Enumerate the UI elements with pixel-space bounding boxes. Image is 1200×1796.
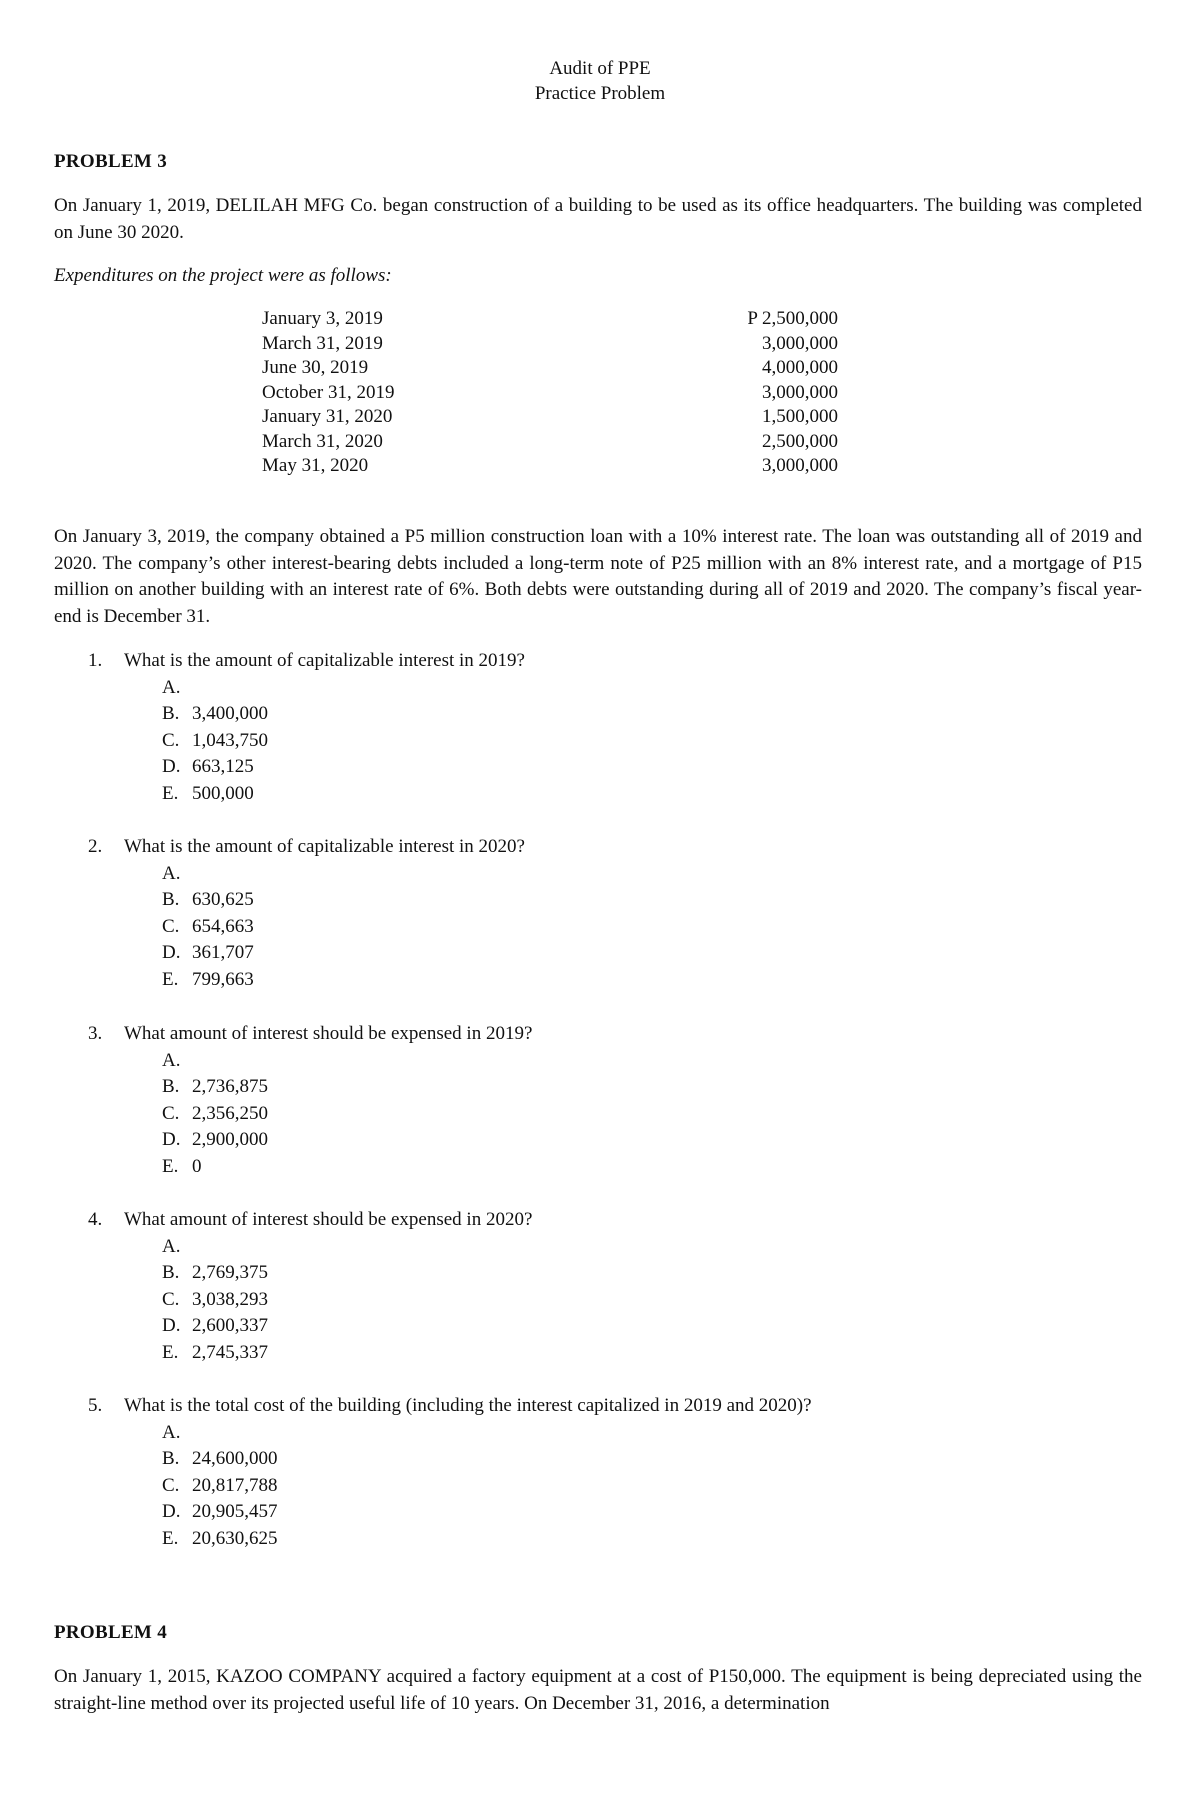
option-letter: E. [162, 968, 179, 990]
expenditure-row [262, 454, 838, 479]
expenditure-row [262, 332, 838, 357]
answer-option[interactable] [162, 1260, 532, 1287]
answer-option[interactable] [162, 754, 525, 781]
option-value: 1,043,750 [192, 729, 268, 751]
problem-4-intro: On January 1, 2015, KAZOO COMPANY acquired a factory equipment at a cost of P150,000. The equipment is being depreciated using the straight-line method over its projected useful life of 10 years. On December 31, 2016, a determination [54, 1666, 1142, 1714]
option-letter: C. [162, 729, 180, 751]
option-letter: D. [162, 1501, 181, 1522]
question-number: 3. [88, 1023, 103, 1044]
answer-option[interactable] [162, 781, 525, 808]
option-letter: E. [162, 1341, 179, 1363]
option-letter: B. [162, 703, 180, 724]
option-value: 20,630,625 [192, 1527, 278, 1549]
expenditure-amount: 1,500,000 [762, 406, 838, 427]
answer-option[interactable] [162, 1420, 812, 1447]
option-value: 2,900,000 [192, 1129, 268, 1150]
answer-option[interactable] [162, 1313, 532, 1340]
option-letter: B. [162, 1448, 180, 1469]
problem-4-title: PROBLEM 4 [54, 1622, 168, 1643]
answer-options [162, 1234, 532, 1367]
option-value: 663,125 [192, 756, 254, 777]
option-letter: C. [162, 1288, 180, 1310]
expenditures-table [262, 307, 838, 479]
question-number: 4. [88, 1209, 103, 1230]
question-text: What is the amount of capitalizable interest in 2019? [124, 650, 525, 671]
answer-options [162, 861, 525, 994]
expenditures-label: Expenditures on the project were as follows: [54, 265, 392, 286]
option-letter: D. [162, 1315, 181, 1336]
header-subtitle: Practice Problem [534, 83, 666, 104]
question-1 [88, 648, 525, 807]
option-letter: B. [162, 889, 180, 910]
expenditure-amount: 3,000,000 [762, 381, 838, 403]
expenditure-date: October 31, 2019 [262, 381, 395, 403]
option-value: 500,000 [192, 782, 254, 804]
option-value: 630,625 [192, 889, 254, 910]
answer-options [162, 675, 525, 808]
document-header [0, 56, 1200, 106]
option-value: 2,736,875 [192, 1076, 268, 1097]
option-letter: C. [162, 1474, 180, 1496]
answer-option[interactable] [162, 728, 525, 755]
answer-option[interactable] [162, 887, 525, 914]
question-2 [88, 834, 525, 993]
option-letter: B. [162, 1262, 180, 1283]
expenditure-date: March 31, 2019 [262, 332, 383, 354]
option-letter: E. [162, 1527, 179, 1549]
option-value: 799,663 [192, 968, 254, 990]
question-number: 2. [88, 836, 103, 857]
answer-option[interactable] [162, 1287, 532, 1314]
option-value: 654,663 [192, 915, 254, 937]
header-title: Audit of PPE [549, 58, 651, 79]
expenditure-date: January 3, 2019 [262, 308, 383, 329]
option-value: 20,817,788 [192, 1474, 278, 1496]
option-letter: C. [162, 1102, 180, 1124]
problem-3-title: PROBLEM 3 [54, 151, 168, 172]
answer-options [162, 1048, 532, 1181]
option-letter: D. [162, 942, 181, 963]
answer-option[interactable] [162, 1154, 532, 1181]
option-letter: A. [162, 676, 181, 698]
answer-option[interactable] [162, 701, 525, 728]
option-value: 361,707 [192, 942, 254, 963]
answer-options [162, 1420, 812, 1553]
expenditure-amount: 4,000,000 [762, 357, 838, 378]
answer-option[interactable] [162, 675, 525, 702]
option-letter: A. [162, 1049, 181, 1071]
question-text: What is the total cost of the building (including the interest capitalized in 2019 and 2020)? [124, 1395, 812, 1416]
option-letter: A. [162, 1235, 181, 1257]
option-letter: A. [162, 862, 181, 884]
question-4 [88, 1207, 532, 1366]
answer-option[interactable] [162, 1048, 532, 1075]
expenditure-amount: 3,000,000 [762, 455, 838, 476]
expenditure-date: May 31, 2020 [262, 455, 369, 476]
option-letter: A. [162, 1421, 181, 1443]
option-letter: C. [162, 915, 180, 937]
answer-option[interactable] [162, 1101, 532, 1128]
loan-paragraph: On January 3, 2019, the company obtained a P5 million construction loan with a 10% interest rate. The loan was outstanding all of 2019 and 2020. The company’s other interest-bearing debts included a long-term note of P25 million with an 8% interest rate, and a mortgage of P15 million on another building with an interest rate of 6%. Both debts were outstanding during all of 2019 and 2020. The company’s fiscal year-end is December 31. [54, 526, 1142, 627]
answer-option[interactable] [162, 1074, 532, 1101]
option-value: 3,038,293 [192, 1288, 268, 1310]
answer-option[interactable] [162, 967, 525, 994]
expenditure-date: January 31, 2020 [262, 406, 393, 427]
answer-option[interactable] [162, 940, 525, 967]
question-text: What amount of interest should be expensed in 2019? [124, 1023, 533, 1044]
question-number: 5. [88, 1395, 103, 1416]
answer-option[interactable] [162, 1127, 532, 1154]
expenditure-date: June 30, 2019 [262, 357, 369, 378]
expenditure-amount: 3,000,000 [762, 332, 838, 354]
answer-option[interactable] [162, 1446, 812, 1473]
question-3 [88, 1021, 532, 1180]
option-value: 2,600,337 [192, 1315, 268, 1336]
option-value: 2,356,250 [192, 1102, 268, 1124]
expenditure-row [262, 356, 838, 381]
question-text: What amount of interest should be expensed in 2020? [124, 1209, 533, 1230]
expenditure-amount: P 2,500,000 [747, 308, 838, 329]
expenditure-row [262, 405, 838, 430]
option-value: 0 [192, 1155, 202, 1177]
answer-option[interactable] [162, 1526, 812, 1553]
question-text: What is the amount of capitalizable interest in 2020? [124, 836, 525, 857]
option-value: 24,600,000 [192, 1448, 278, 1469]
option-letter: E. [162, 1155, 179, 1177]
question-number: 1. [88, 650, 103, 671]
option-letter: E. [162, 782, 179, 804]
expenditure-amount: 2,500,000 [762, 430, 838, 452]
option-value: 2,769,375 [192, 1262, 268, 1283]
answer-option[interactable] [162, 1234, 532, 1261]
answer-option[interactable] [162, 1473, 812, 1500]
expenditure-row [262, 430, 838, 455]
answer-option[interactable] [162, 914, 525, 941]
option-value: 20,905,457 [192, 1501, 278, 1522]
question-5 [88, 1393, 812, 1552]
problem-3-intro: On January 1, 2019, DELILAH MFG Co. began construction of a building to be used as its office headquarters. The building was completed on June 30 2020. [54, 195, 1142, 243]
option-letter: D. [162, 756, 181, 777]
answer-option[interactable] [162, 1340, 532, 1367]
answer-option[interactable] [162, 1499, 812, 1526]
expenditure-row [262, 307, 838, 332]
option-letter: B. [162, 1076, 180, 1097]
option-letter: D. [162, 1129, 181, 1150]
expenditure-date: March 31, 2020 [262, 430, 383, 452]
option-value: 3,400,000 [192, 703, 268, 724]
option-value: 2,745,337 [192, 1341, 268, 1363]
expenditure-row [262, 381, 838, 406]
answer-option[interactable] [162, 861, 525, 888]
